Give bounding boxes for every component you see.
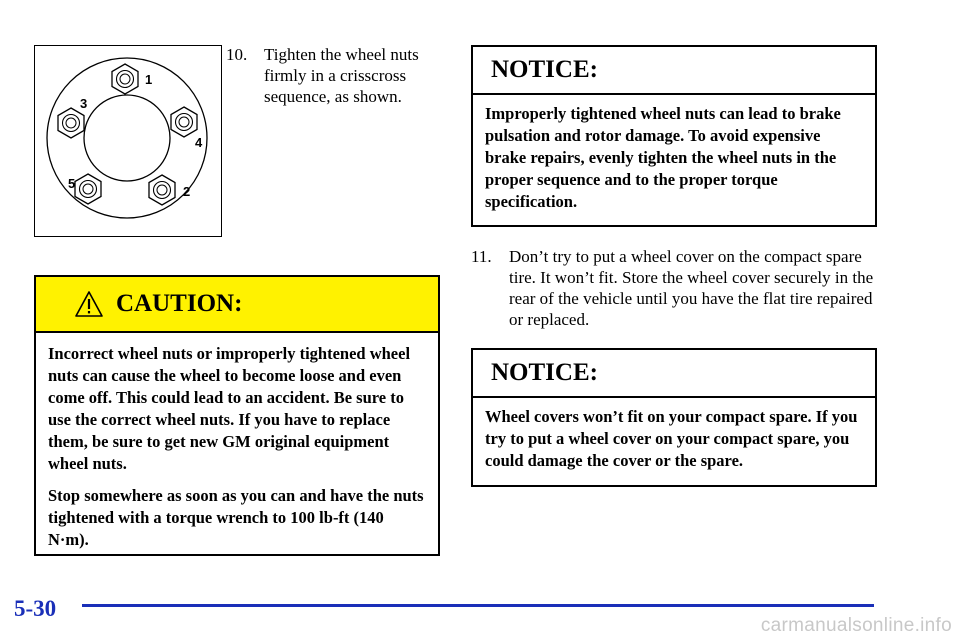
caution-header (36, 277, 438, 333)
caution-title: CAUTION: (116, 290, 243, 317)
notice-body: Improperly tightened wheel nuts can lead to brake pulsation and rotor damage. To avoid expensive brake repairs, evenly tighten the wheel nuts in the proper sequence and to the proper torque specification. (485, 104, 841, 211)
hex-nut-icon (58, 108, 84, 138)
caution-body (36, 333, 438, 551)
caution-paragraph-2: Stop somewhere as soon as you can and have the nuts tightened with a torque wrench to 100 lb-ft (140 N·m). (48, 486, 424, 549)
nut-label-5: 5 (68, 176, 76, 191)
wheel-nut-4 (171, 107, 197, 137)
nut-label-3: 3 (80, 96, 88, 111)
caution-box (34, 275, 440, 556)
nut-label-2: 2 (183, 184, 191, 199)
step-11 (471, 246, 877, 330)
nut-label-1: 1 (145, 72, 153, 87)
notice-title: NOTICE: (491, 56, 598, 83)
wheel-nut-2 (149, 175, 175, 205)
caution-paragraph-1: Incorrect wheel nuts or improperly tightened wheel nuts can cause the wheel to become loose and even come off. This could lead to an accident. Be sure to use the correct wheel nuts. If you have to replace them, be sure to get new GM original equipment wheel nuts. (48, 344, 411, 473)
nut-label-4: 4 (195, 135, 203, 150)
wheel-nut-3 (58, 108, 84, 138)
step-number: 11. (471, 247, 492, 266)
wheel-center-bore (84, 95, 170, 181)
watermark: carmanualsonline.info (760, 615, 952, 636)
notice-box-wheel-cover (471, 348, 877, 487)
step-text: Don’t try to put a wheel cover on the compact spare tire. It won’t fit. Store the wheel cover securely in the rear of the vehicle until you have the flat tire repaired or replaced. (509, 247, 874, 329)
hex-nut-icon (171, 107, 197, 137)
wheel-nut-1 (112, 64, 138, 94)
wheel-nut-5 (75, 174, 101, 204)
wheel-hub-diagram (35, 46, 220, 235)
page-number: 5-30 (14, 596, 57, 621)
warning-triangle-icon (74, 290, 104, 318)
notice-box-brake (471, 45, 877, 227)
step-number: 10. (226, 45, 248, 64)
step-10 (226, 44, 446, 107)
hex-nut-icon (75, 174, 101, 204)
notice-title: NOTICE: (491, 359, 598, 386)
step-text: Tighten the wheel nuts firmly in a crisscross sequence, as shown. (264, 45, 419, 106)
notice-body: Wheel covers won’t fit on your compact spare. If you try to put a wheel cover on your compact spare, you could damage the cover or the spare. (485, 407, 858, 470)
hex-nut-icon (112, 64, 138, 94)
notice-header (473, 47, 875, 95)
notice-header (473, 350, 875, 398)
wheel-nut-sequence-figure (34, 45, 222, 237)
footer-rule (82, 604, 874, 607)
hex-nut-icon (149, 175, 175, 205)
